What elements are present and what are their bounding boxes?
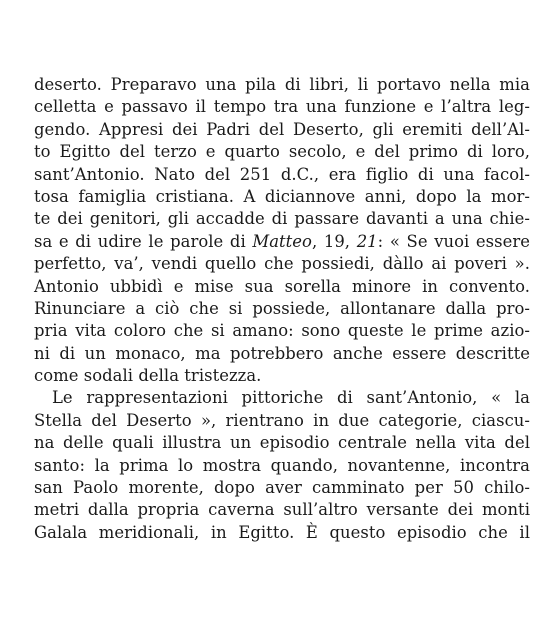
text-line: celletta e passavo il tempo tra una funzione e l’altra leg- xyxy=(34,97,530,117)
text-line: ni di un monaco, ma potrebbero anche essere descritte xyxy=(34,343,530,363)
citation-book: Matteo xyxy=(252,231,312,251)
text-line: santo: la prima lo mostra quando, novantenne, incontra xyxy=(34,455,530,475)
text-line: te dei genitori, gli accadde di passare davanti a una chie- xyxy=(34,209,530,229)
text-line: metri dalla propria caverna sull’altro versante dei monti xyxy=(34,500,530,520)
paragraph-1 xyxy=(34,74,530,387)
text-line: pria vita coloro che si amano: sono queste le prime azio- xyxy=(34,321,530,341)
text-line: deserto. Preparavo una pila di libri, li portavo nella mia xyxy=(34,75,530,94)
text-line: Stella del Deserto », rientrano in due categorie, ciascu- xyxy=(34,410,530,430)
text-line-with-citation xyxy=(34,231,530,253)
text-line: Le rappresentazioni pittoriche di sant’Antonio, « la xyxy=(52,388,530,408)
text-line: Galala meridionali, in Egitto. È questo episodio che il xyxy=(34,522,530,542)
text-line: to Egitto del terzo e quarto secolo, e del primo di loro, xyxy=(34,142,530,162)
text-fragment: sa e di udire le parole di xyxy=(34,231,253,251)
text-line: come sodali della tristezza. xyxy=(34,366,262,386)
text-line: perfetto, va’, vendi quello che possiedi, dàllo ai poveri ». xyxy=(34,254,530,274)
text-line: na delle quali illustra un episodio centrale nella vita del xyxy=(34,433,530,453)
text-line: gendo. Appresi dei Padri del Deserto, gli eremiti dell’Al- xyxy=(34,119,530,139)
citation-verse: 21 xyxy=(356,231,378,251)
text-line: Rinunciare a ciò che si possiede, allontanare dalla pro- xyxy=(34,298,530,318)
text-line: san Paolo morente, dopo aver camminato per 50 chilo- xyxy=(34,478,530,498)
text-line: tosa famiglia cristiana. A diciannove anni, dopo la mor- xyxy=(34,186,530,206)
text-line: sant’Antonio. Nato del 251 d.C., era figlio di una facol- xyxy=(34,164,530,184)
text-fragment: : « Se vuoi essere xyxy=(377,231,530,251)
paragraph-2 xyxy=(34,387,530,544)
text-body xyxy=(34,74,530,544)
text-fragment: , 19, xyxy=(311,231,357,251)
text-line: Antonio ubbidì e mise sua sorella minore in convento. xyxy=(34,276,530,296)
